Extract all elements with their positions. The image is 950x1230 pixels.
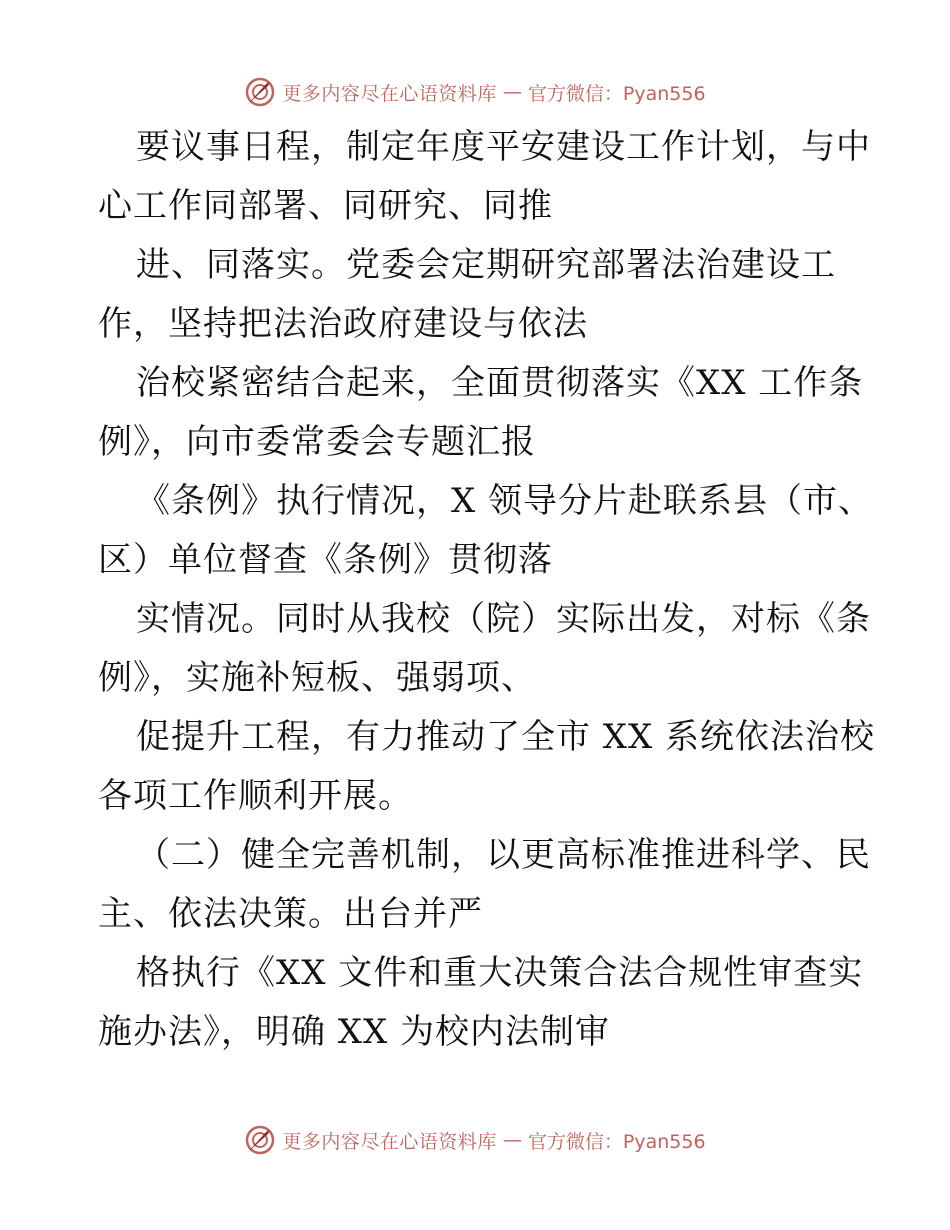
watermark-brand: 更多内容尽在心语资料库 [282,82,497,105]
body-line: （二）健全完善机制，以更高标准推进科学、民 [136,835,871,875]
body-line: 促提升工程，有力推动了全市 XX 系统依法治校 [136,717,876,757]
body-line: 作，坚持把法治政府建设与依法 [98,304,588,344]
watermark-contact: 官方微信：Pyan556 [527,1130,706,1153]
body-line: 要议事日程，制定年度平安建设工作计划，与中 [136,127,871,167]
header-watermark [0,72,950,112]
body-line: 例》，向市委常委会专题汇报 [98,422,536,462]
watermark-separator: — [502,1129,522,1151]
footer-watermark [0,1120,950,1160]
quill-logo-icon [244,76,276,108]
body-line: 施办法》，明确 XX 为校内法制审 [98,1012,611,1052]
watermark-contact: 官方微信：Pyan556 [527,82,706,105]
body-line: 进、同落实。党委会定期研究部署法治建设工 [136,245,836,285]
body-line: 区）单位督查《条例》贯彻落 [98,540,553,580]
body-line: 心工作同部署、同研究、同推 [98,186,553,226]
body-line: 治校紧密结合起来，全面贯彻落实《XX 工作条 [136,363,864,403]
document-body [98,118,876,1062]
body-line: 各项工作顺利开展。 [98,776,413,816]
watermark-separator: — [502,81,522,103]
quill-logo-icon [244,1124,276,1156]
body-line: 《条例》执行情况，X 领导分片赴联系县（市、 [136,481,874,521]
body-line: 例》，实施补短板、强弱项、 [98,658,536,698]
watermark-brand: 更多内容尽在心语资料库 [282,1130,497,1153]
body-line: 主、依法决策。出台并严 [98,894,483,934]
body-line: 格执行《XX 文件和重大决策合法合规性审查实 [136,953,864,993]
body-line: 实情况。同时从我校（院）实际出发，对标《条 [136,599,871,639]
